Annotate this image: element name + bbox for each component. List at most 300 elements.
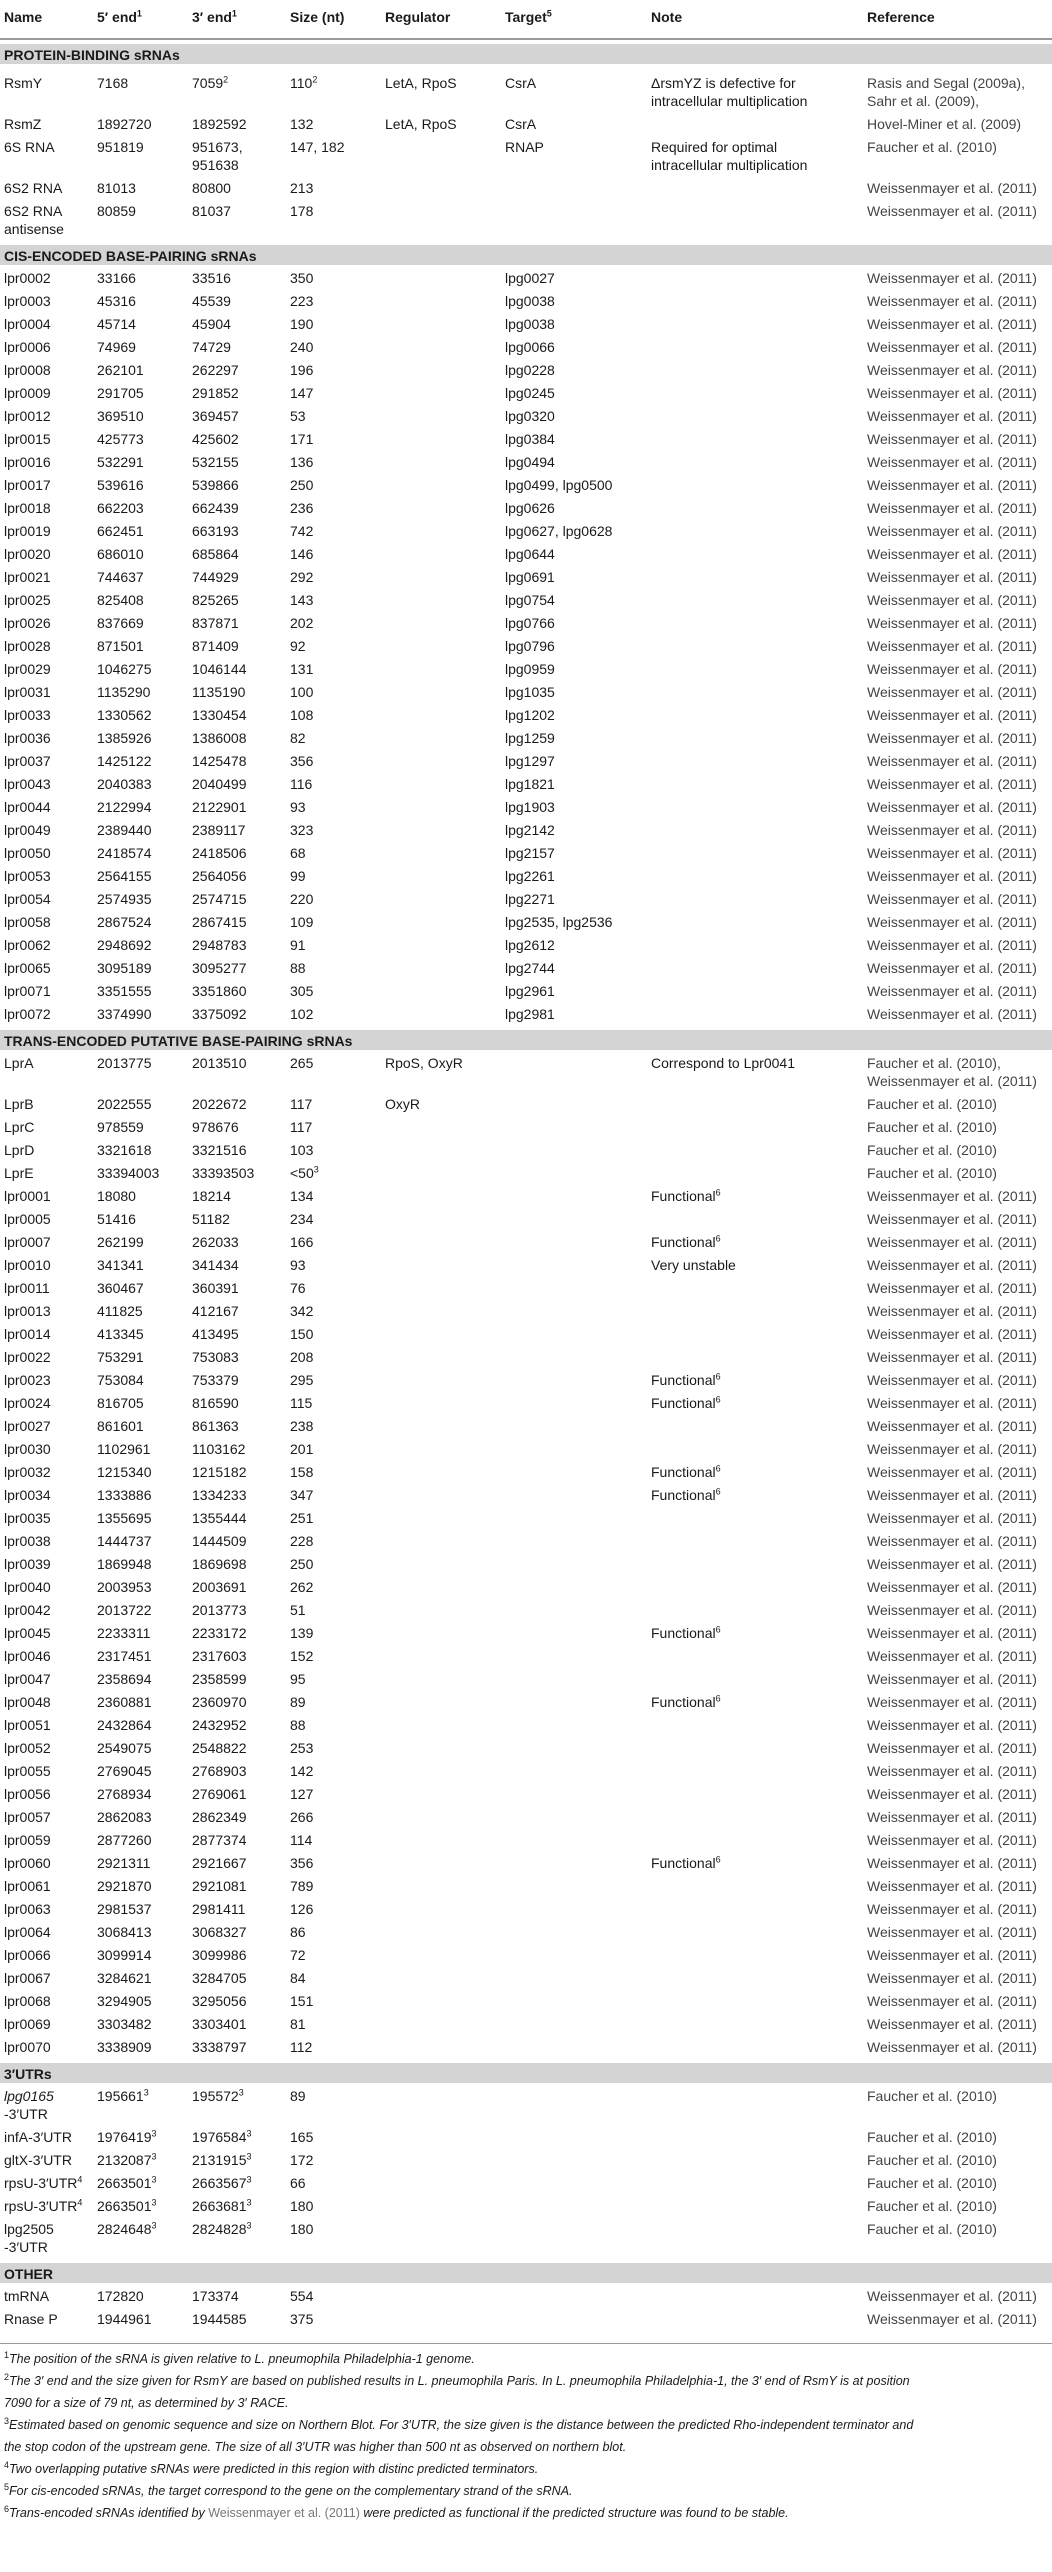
table-row xyxy=(0,405,1052,428)
size-cell xyxy=(290,2013,306,2036)
name-cell xyxy=(4,1806,51,1829)
three-end-cell-text: 3351860 xyxy=(192,983,247,999)
five-end-cell-footnote-mark: 3 xyxy=(151,2174,157,2185)
reference-cell xyxy=(867,704,1037,727)
three-end-cell-text: 837871 xyxy=(192,615,239,631)
five-end-cell xyxy=(97,1944,152,1967)
three-end-cell xyxy=(192,290,231,313)
name-cell xyxy=(4,543,51,566)
size-cell xyxy=(290,750,313,773)
three-end-cell xyxy=(192,1300,239,1323)
reference-cell xyxy=(867,957,1037,980)
name-cell xyxy=(4,842,51,865)
note-cell-text: Functional xyxy=(651,1694,716,1710)
reference-cell-text: Weissenmayer et al. (2011) xyxy=(867,983,1037,999)
table-row xyxy=(0,1507,1052,1530)
five-end-cell-text: 1385926 xyxy=(97,730,152,746)
name-cell xyxy=(4,405,51,428)
table-row xyxy=(0,865,1052,888)
target-cell-text: lpg0228 xyxy=(505,362,555,378)
reference-cell-text: Weissenmayer et al. (2011) xyxy=(867,730,1037,746)
reference-cell-text: Weissenmayer et al. (2011) xyxy=(867,1993,1037,2009)
note-cell xyxy=(651,1622,721,1645)
reference-cell xyxy=(867,819,1037,842)
name-cell-text: lpr0030 xyxy=(4,1441,51,1457)
note-cell xyxy=(651,1461,721,1484)
three-end-cell xyxy=(192,1323,239,1346)
size-cell xyxy=(290,980,313,1003)
name-cell-text: lpr0024 xyxy=(4,1395,51,1411)
target-cell-text: lpg2261 xyxy=(505,868,555,884)
three-end-cell xyxy=(192,934,247,957)
three-end-cell-text: 51182 xyxy=(192,1211,230,1227)
five-end-cell xyxy=(97,796,152,819)
name-cell-text: lpr0071 xyxy=(4,983,51,999)
name-cell-text: rpsU-3′UTR xyxy=(4,2198,78,2214)
size-cell xyxy=(290,1944,306,1967)
reference-cell-text: Weissenmayer et al. (2011) xyxy=(867,1809,1037,1825)
five-end-cell-text: 2360881 xyxy=(97,1694,152,1710)
note-cell-footnote-mark: 6 xyxy=(715,1394,721,1405)
reference-cell xyxy=(867,1829,1037,1852)
five-end-cell xyxy=(97,1052,152,1075)
three-end-cell xyxy=(192,1576,247,1599)
target-cell-text: lpg0066 xyxy=(505,339,555,355)
size-cell xyxy=(290,72,317,95)
name-cell-text: lpr0043 xyxy=(4,776,51,792)
reference-cell xyxy=(867,1875,1037,1898)
name-cell xyxy=(4,1461,51,1484)
reference-cell-text: Weissenmayer et al. (2011) xyxy=(867,1786,1037,1802)
target-cell-text: lpg2535, lpg2536 xyxy=(505,914,613,930)
three-end-cell xyxy=(192,750,247,773)
note-cell xyxy=(651,1369,721,1392)
five-end-cell xyxy=(97,1737,152,1760)
name-cell xyxy=(4,428,51,451)
five-end-cell-text: 2022555 xyxy=(97,1096,152,1112)
note-cell-text: Functional xyxy=(651,1234,716,1250)
note-cell xyxy=(651,1484,721,1507)
size-cell xyxy=(290,1553,313,1576)
five-end-cell-text: 51416 xyxy=(97,1211,136,1227)
size-cell xyxy=(290,428,313,451)
size-cell-text: 238 xyxy=(290,1418,314,1434)
three-end-cell-text: 2003691 xyxy=(192,1579,247,1595)
five-end-cell-text: 2867524 xyxy=(97,914,152,930)
target-cell-text: lpg0245 xyxy=(505,385,555,401)
reference-cell xyxy=(867,1392,1037,1415)
five-end-cell xyxy=(97,1576,152,1599)
name-cell-text: lpr0064 xyxy=(4,1924,51,1940)
reference-cell-text: Weissenmayer et al. (2011) xyxy=(867,1234,1037,1250)
five-end-cell xyxy=(97,2285,144,2308)
size-cell-text: 92 xyxy=(290,638,306,654)
target-cell xyxy=(505,474,612,497)
name-cell xyxy=(4,750,51,773)
table-row xyxy=(0,1530,1052,1553)
size-cell xyxy=(290,957,306,980)
size-cell xyxy=(290,2218,313,2241)
footnote-mark: 2 xyxy=(4,2371,10,2382)
target-cell xyxy=(505,635,555,658)
reference-cell-text: Weissenmayer et al. (2011) xyxy=(867,1740,1037,1756)
five-end-cell-text: 978559 xyxy=(97,1119,144,1135)
five-end-cell-text: 2921870 xyxy=(97,1878,152,1894)
five-end-cell xyxy=(97,200,136,223)
reference-cell-text: Weissenmayer et al. (2011) xyxy=(867,914,1037,930)
reference-cell-text: Weissenmayer et al. (2011) xyxy=(867,1717,1037,1733)
note-cell xyxy=(651,1231,721,1254)
three-end-cell-text: 1046144 xyxy=(192,661,247,677)
three-end-cell xyxy=(192,1645,247,1668)
three-end-cell xyxy=(192,1415,239,1438)
five-end-cell-text: 45316 xyxy=(97,293,136,309)
table-row xyxy=(0,658,1052,681)
size-cell xyxy=(290,1990,313,2013)
name-cell xyxy=(4,382,51,405)
name-cell xyxy=(4,658,51,681)
name-cell xyxy=(4,1599,51,1622)
three-end-cell-text: 3338797 xyxy=(192,2039,247,2055)
five-end-cell-text: 2663501 xyxy=(97,2198,152,2214)
name-cell xyxy=(4,796,51,819)
five-end-cell xyxy=(97,405,144,428)
table-row xyxy=(0,1691,1052,1714)
target-cell-text: lpg2142 xyxy=(505,822,555,838)
size-cell xyxy=(290,1052,313,1075)
name-cell-line2: -3′UTR xyxy=(4,2106,48,2122)
reference-cell xyxy=(867,1093,997,1116)
name-cell-text: lpr0055 xyxy=(4,1763,51,1779)
size-cell-text: 114 xyxy=(290,1832,313,1848)
size-cell xyxy=(290,566,313,589)
name-cell-text: lpr0046 xyxy=(4,1648,51,1664)
reference-cell xyxy=(867,1691,1037,1714)
footnote-text: The position of the sRNA is given relative to L. pneumophila Philadelphia-1 genome. xyxy=(9,2352,475,2366)
table-row xyxy=(0,1346,1052,1369)
target-cell-text: lpg0754 xyxy=(505,592,555,608)
five-end-cell-text: 2564155 xyxy=(97,868,152,884)
size-cell xyxy=(290,405,306,428)
five-end-cell-text: 411825 xyxy=(97,1303,143,1319)
five-end-cell-text: 2432864 xyxy=(97,1717,152,1733)
five-end-cell xyxy=(97,589,144,612)
five-end-cell xyxy=(97,2126,157,2149)
five-end-cell-text: 2013722 xyxy=(97,1602,152,1618)
reference-cell xyxy=(867,2218,997,2241)
size-cell-text: 147, 182 xyxy=(290,139,345,155)
three-end-cell xyxy=(192,1162,254,1185)
size-cell xyxy=(290,1852,313,1875)
three-end-cell-text: 45539 xyxy=(192,293,231,309)
five-end-cell-text: 3068413 xyxy=(97,1924,152,1940)
name-cell xyxy=(4,566,51,589)
reference-cell-text: Weissenmayer et al. (2011) xyxy=(867,684,1037,700)
three-end-cell xyxy=(192,1553,247,1576)
name-cell xyxy=(4,1346,51,1369)
name-cell xyxy=(4,1714,51,1737)
size-cell-text: 356 xyxy=(290,753,314,769)
five-end-cell-text: 18080 xyxy=(97,1188,136,1204)
size-cell-text: 292 xyxy=(290,569,314,585)
reference-cell xyxy=(867,1003,1037,1026)
table-row xyxy=(0,589,1052,612)
three-end-cell xyxy=(192,957,247,980)
reference-cell xyxy=(867,267,1037,290)
reference-cell xyxy=(867,2013,1037,2036)
three-end-cell-text: 2769061 xyxy=(192,1786,247,1802)
table-row xyxy=(0,2013,1052,2036)
target-cell xyxy=(505,888,555,911)
five-end-cell-text: 662203 xyxy=(97,500,144,516)
reference-cell xyxy=(867,612,1037,635)
three-end-cell xyxy=(192,1003,247,1026)
size-cell xyxy=(290,1691,306,1714)
target-cell-text: lpg1903 xyxy=(505,799,555,815)
name-cell-text: lpr0045 xyxy=(4,1625,51,1641)
three-end-cell-text: 2418506 xyxy=(192,845,247,861)
three-end-cell-text: 2663567 xyxy=(192,2175,247,2191)
reference-cell xyxy=(867,359,1037,382)
name-cell xyxy=(4,911,51,934)
size-cell xyxy=(290,1668,306,1691)
three-end-cell-text: 753083 xyxy=(192,1349,239,1365)
five-end-cell xyxy=(97,1691,152,1714)
note-cell-footnote-mark: 6 xyxy=(715,1486,721,1497)
five-end-cell xyxy=(97,2195,157,2218)
five-end-cell-text: 195661 xyxy=(97,2088,144,2104)
reference-cell xyxy=(867,796,1037,819)
size-cell xyxy=(290,819,313,842)
five-end-cell-text: 532291 xyxy=(97,454,144,470)
note-cell-text: Functional xyxy=(651,1487,716,1503)
name-cell xyxy=(4,1760,51,1783)
three-end-cell-text: 744929 xyxy=(192,569,239,585)
size-cell xyxy=(290,1622,313,1645)
name-cell-text: RsmY xyxy=(4,75,43,91)
table-row xyxy=(0,2285,1052,2308)
name-cell-text: lpr0025 xyxy=(4,592,51,608)
reference-cell-text: Weissenmayer et al. (2011) xyxy=(867,1211,1037,1227)
reference-cell-text: Weissenmayer et al. (2011) xyxy=(867,477,1037,493)
three-end-cell xyxy=(192,1507,247,1530)
five-end-cell xyxy=(97,1185,136,1208)
three-end-cell-text: 2233172 xyxy=(192,1625,247,1641)
name-cell-text: LprD xyxy=(4,1142,35,1158)
name-cell-text: lpr0056 xyxy=(4,1786,51,1802)
reference-cell-text: Weissenmayer et al. (2011) xyxy=(867,1510,1037,1526)
size-cell xyxy=(290,1484,313,1507)
five-end-cell-text: 2948692 xyxy=(97,937,152,953)
reference-cell-text: Weissenmayer et al. (2011) xyxy=(867,1878,1037,1894)
five-end-cell-text: 1892720 xyxy=(97,116,152,132)
name-cell xyxy=(4,1003,51,1026)
name-cell-text: 6S2 RNA xyxy=(4,203,63,219)
five-end-cell xyxy=(97,727,152,750)
footnote-mark: 5 xyxy=(4,2481,10,2492)
size-cell xyxy=(290,865,306,888)
note-cell-footnote-mark: 6 xyxy=(715,1371,721,1382)
footnote xyxy=(0,2348,1052,2370)
reference-cell xyxy=(867,1714,1037,1737)
reference-cell-text: Weissenmayer et al. (2011) xyxy=(867,1901,1037,1917)
size-cell-text: 127 xyxy=(290,1786,314,1802)
reference-cell-text: Weissenmayer et al. (2011) xyxy=(867,569,1037,585)
three-end-cell-text: 2013510 xyxy=(192,1055,247,1071)
reference-cell xyxy=(867,1254,1037,1277)
five-end-cell xyxy=(97,888,152,911)
note-cell-text: ΔrsmYZ is defective for xyxy=(651,75,796,91)
reference-cell xyxy=(867,1737,1037,1760)
reference-cell xyxy=(867,2126,997,2149)
size-cell xyxy=(290,1599,306,1622)
reference-cell-text: Weissenmayer et al. (2011) xyxy=(867,2039,1037,2055)
name-cell xyxy=(4,336,51,359)
three-end-cell-text: 3068327 xyxy=(192,1924,247,1940)
three-end-cell xyxy=(192,1668,247,1691)
five-end-cell-text: 861601 xyxy=(97,1418,144,1434)
three-end-cell-text: 195572 xyxy=(192,2088,239,2104)
five-end-cell-text: 425773 xyxy=(97,431,144,447)
footnote-text: The 3′ end and the size given for RsmY are based on published results in L. pneumophila Paris. In L. pneumophila Philadelphia-1, the 3′ end of RsmY is at position xyxy=(9,2374,910,2388)
section-header: OTHER xyxy=(0,2263,1052,2283)
note-cell-footnote-mark: 6 xyxy=(715,1233,721,1244)
reference-cell xyxy=(867,1415,1037,1438)
five-end-cell-text: 1944961 xyxy=(97,2311,152,2327)
table-row xyxy=(0,819,1052,842)
name-cell-text: lpr0008 xyxy=(4,362,51,378)
target-cell xyxy=(505,612,555,635)
name-cell-text: lpr0018 xyxy=(4,500,51,516)
target-cell xyxy=(505,773,555,796)
five-end-cell xyxy=(97,474,144,497)
name-cell-text: lpr0014 xyxy=(4,1326,51,1342)
three-end-cell xyxy=(192,1369,239,1392)
table-row xyxy=(0,1300,1052,1323)
table-row xyxy=(0,1875,1052,1898)
reference-cell-text: Weissenmayer et al. (2011) xyxy=(867,1006,1037,1022)
section-spacer xyxy=(0,64,1052,72)
three-end-cell-text: 425602 xyxy=(192,431,239,447)
three-end-cell xyxy=(192,113,247,136)
size-cell xyxy=(290,1346,313,1369)
size-cell-text: 172 xyxy=(290,2152,314,2168)
reference-cell-text: Weissenmayer et al. (2011) xyxy=(867,431,1037,447)
three-end-cell xyxy=(192,451,239,474)
three-end-cell xyxy=(192,1783,247,1806)
five-end-cell xyxy=(97,290,136,313)
reference-cell-text: Faucher et al. (2010) xyxy=(867,139,997,155)
reference-cell xyxy=(867,1116,997,1139)
reference-cell xyxy=(867,1760,1037,1783)
target-cell-text: CsrA xyxy=(505,116,537,132)
reference-cell-text: Weissenmayer et al. (2011) xyxy=(867,270,1037,286)
name-cell-text: lpr0031 xyxy=(4,684,51,700)
name-cell-text: lpr0023 xyxy=(4,1372,51,1388)
size-cell-text: 89 xyxy=(290,1694,306,1710)
three-end-cell xyxy=(192,612,239,635)
three-end-cell xyxy=(192,911,247,934)
table-row xyxy=(0,72,1052,113)
table-row xyxy=(0,1737,1052,1760)
name-cell xyxy=(4,1967,51,1990)
reference-cell-text: Weissenmayer et al. (2011) xyxy=(867,1832,1037,1848)
name-cell-text: gltX-3′UTR xyxy=(4,2152,72,2168)
three-end-cell-text: 74729 xyxy=(192,339,231,355)
table-row xyxy=(0,1484,1052,1507)
three-end-cell-text: 2389117 xyxy=(192,822,246,838)
header-note: Note xyxy=(651,9,683,25)
three-end-cell-text: 7059 xyxy=(192,75,224,91)
note-cell xyxy=(651,1392,721,1415)
three-end-cell xyxy=(192,1185,231,1208)
note-cell-footnote-mark: 6 xyxy=(715,1187,721,1198)
size-cell xyxy=(290,290,313,313)
reference-cell-text: Weissenmayer et al. (2011) xyxy=(867,937,1037,953)
name-cell-text: lpr0009 xyxy=(4,385,51,401)
target-cell xyxy=(505,428,555,451)
size-cell-text: 190 xyxy=(290,316,314,332)
five-end-cell-footnote-mark: 3 xyxy=(151,2128,157,2139)
reference-cell-text: Faucher et al. (2010), xyxy=(867,1055,1001,1071)
table-row xyxy=(0,1990,1052,2013)
five-end-cell xyxy=(97,2036,152,2059)
five-end-cell xyxy=(97,497,144,520)
size-cell-text: 220 xyxy=(290,891,314,907)
size-cell-text: 117 xyxy=(290,1119,313,1135)
size-cell-text: 266 xyxy=(290,1809,314,1825)
five-end-cell xyxy=(97,1162,159,1185)
footnote-mark: 3 xyxy=(4,2415,10,2426)
three-end-cell xyxy=(192,1093,247,1116)
table-row xyxy=(0,1052,1052,1093)
reference-cell xyxy=(867,1438,1037,1461)
five-end-cell xyxy=(97,359,144,382)
table-row xyxy=(0,1185,1052,1208)
size-cell-text: 347 xyxy=(290,1487,314,1503)
three-end-cell-text: 2548822 xyxy=(192,1740,247,1756)
size-cell-text: 202 xyxy=(290,615,314,631)
name-cell xyxy=(4,819,51,842)
name-cell-text: lpr0040 xyxy=(4,1579,51,1595)
reference-cell xyxy=(867,2195,997,2218)
table-row xyxy=(0,1323,1052,1346)
name-cell-text: lpr0051 xyxy=(4,1717,51,1733)
header-reference: Reference xyxy=(867,9,935,25)
note-cell-footnote-mark: 6 xyxy=(715,1463,721,1474)
five-end-cell-text: 662451 xyxy=(97,523,144,539)
size-cell-text: 196 xyxy=(290,362,314,378)
five-end-cell xyxy=(97,1461,152,1484)
table-row xyxy=(0,704,1052,727)
reference-cell-text: Weissenmayer et al. (2011) xyxy=(867,615,1037,631)
five-end-cell-text: 2122994 xyxy=(97,799,152,815)
reference-cell-text: Weissenmayer et al. (2011) xyxy=(867,293,1037,309)
three-end-cell-text: 80800 xyxy=(192,180,231,196)
five-end-cell-text: 744637 xyxy=(97,569,144,585)
note-cell-text: Functional xyxy=(651,1464,716,1480)
five-end-cell-text: 1046275 xyxy=(97,661,152,677)
size-cell-text: 166 xyxy=(290,1234,314,1250)
five-end-cell xyxy=(97,566,144,589)
size-cell-text: 126 xyxy=(290,1901,314,1917)
name-cell-text: lpr0033 xyxy=(4,707,51,723)
name-cell xyxy=(4,589,51,612)
five-end-cell xyxy=(97,428,144,451)
three-end-cell xyxy=(192,2149,252,2172)
header-regulator: Regulator xyxy=(385,9,451,25)
size-cell-text: 134 xyxy=(290,1188,314,1204)
